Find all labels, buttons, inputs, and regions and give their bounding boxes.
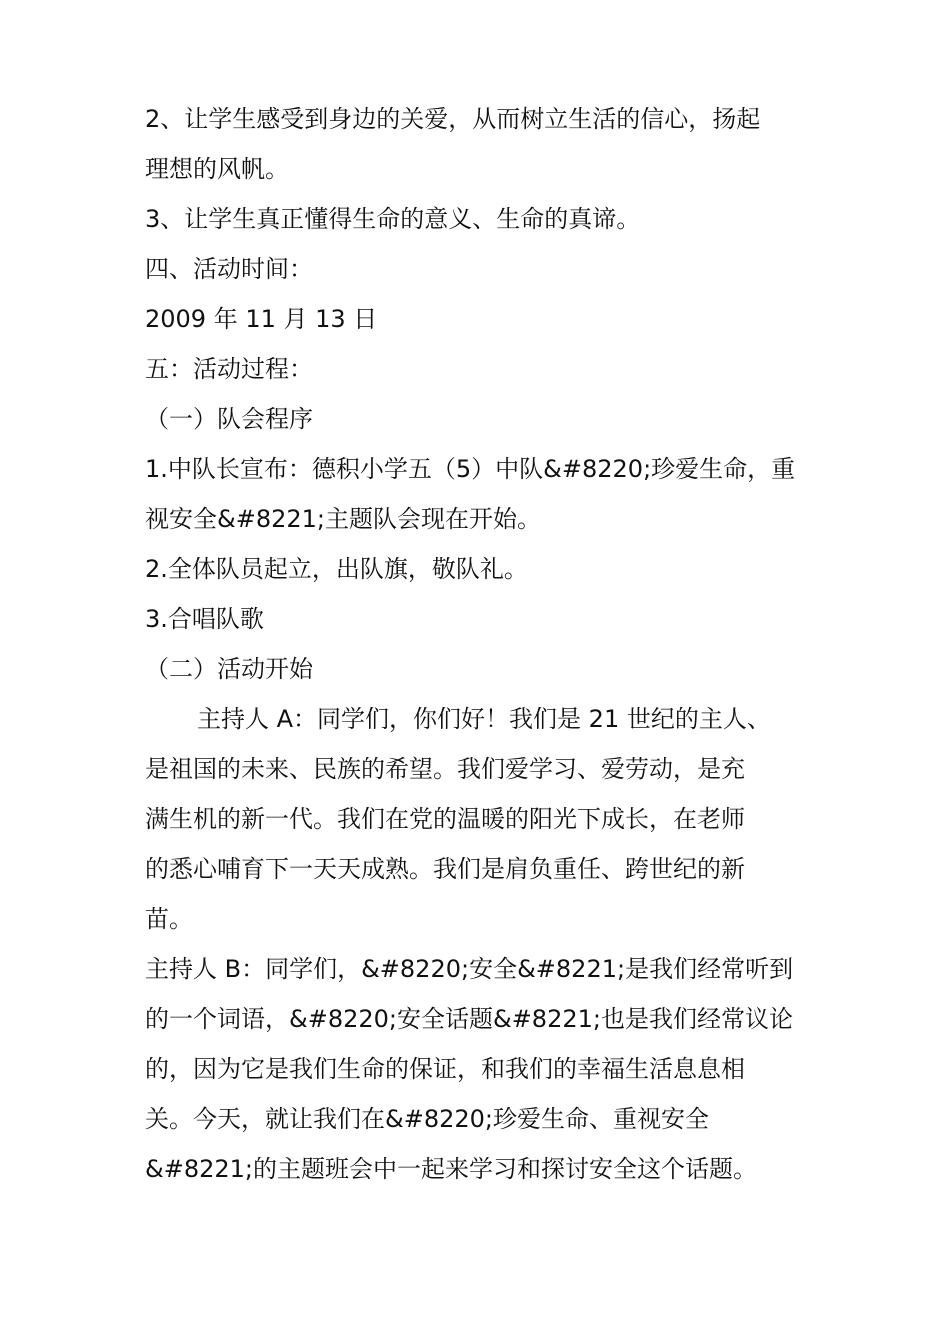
activity-date: 2009 年 11 月 13 日: [145, 305, 378, 333]
host-a-line: 主持人 A：同学们，你们好！我们是 21 世纪的主人、: [197, 705, 771, 733]
text-line: &#8221;的主题班会中一起来学习和探讨安全这个话题。: [145, 1155, 757, 1183]
text-line: 1.中队长宣布：德积小学五（5）中队&#8220;珍爱生命，重: [145, 455, 796, 483]
subsection-heading: （一）队会程序: [145, 405, 313, 433]
text-line: 的悉心哺育下一天天成熟。我们是肩负重任、跨世纪的新: [145, 855, 745, 883]
text-line: 的，因为它是我们生命的保证，和我们的幸福生活息息相: [145, 1055, 745, 1083]
document-body: [145, 94, 810, 1194]
text-line: 视安全&#8221;主题队会现在开始。: [145, 505, 541, 533]
host-b-line: 主持人 B：同学们，&#8220;安全&#8221;是我们经常听到: [145, 955, 794, 983]
text-line: 2.全体队员起立，出队旗，敬队礼。: [145, 555, 528, 583]
text-line: 关。今天，就让我们在&#8220;珍爱生命、重视安全: [145, 1105, 709, 1133]
text-line: 3.合唱队歌: [145, 605, 264, 633]
text-line: 苗。: [145, 905, 193, 933]
text-line: 满生机的新一代。我们在党的温暖的阳光下成长，在老师: [145, 805, 745, 833]
text-line: 3、让学生真正懂得生命的意义、生命的真谛。: [145, 205, 641, 233]
subsection-heading: （二）活动开始: [145, 655, 313, 683]
section-heading: 四、活动时间：: [145, 255, 313, 283]
text-line: 理想的风帆。: [145, 155, 289, 183]
text-line: 2、让学生感受到身边的关爱，从而树立生活的信心，扬起: [145, 105, 761, 133]
text-line: 的一个词语，&#8220;安全话题&#8221;也是我们经常议论: [145, 1005, 793, 1033]
text-line: 是祖国的未来、民族的希望。我们爱学习、爱劳动，是充: [145, 755, 745, 783]
section-heading: 五：活动过程：: [145, 355, 313, 383]
